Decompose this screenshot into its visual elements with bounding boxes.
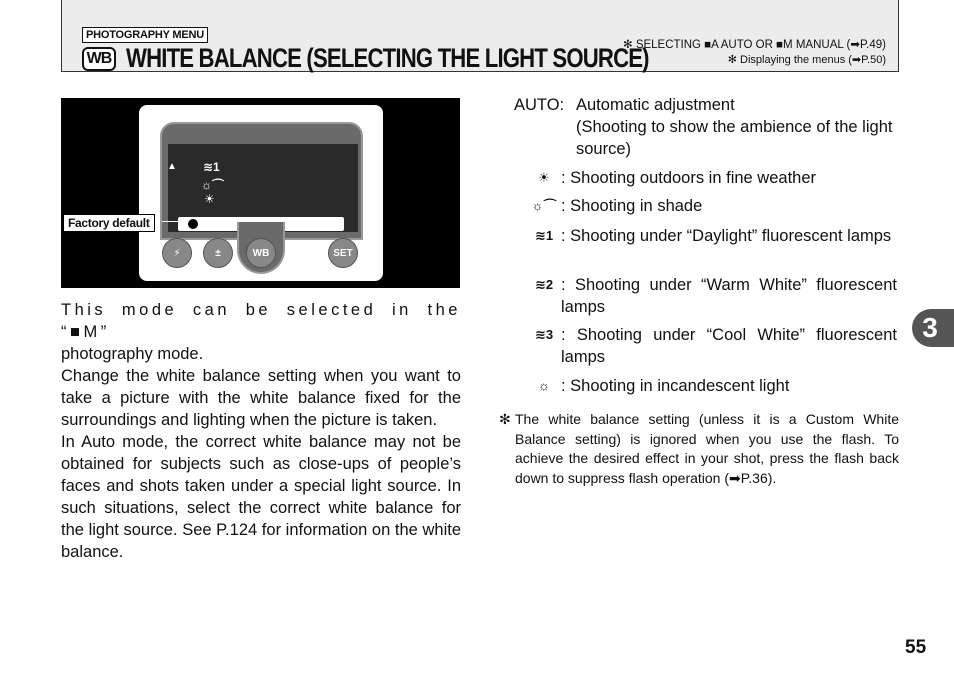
list-item: [527, 375, 897, 397]
left-body-text: [61, 299, 461, 563]
fluorescent-daylight-icon: ≋1: [534, 228, 554, 243]
paragraph-1a: This mode can be selected in the “■M”: [61, 301, 461, 341]
list-item-text: : Shooting in shade: [561, 197, 703, 215]
page-title: WHITE BALANCE (SELECTING THE LIGHT SOURCE): [126, 43, 649, 73]
page-header: [61, 0, 899, 72]
list-item-text: : Shooting under “Daylight” fluorescent lamps: [561, 227, 892, 245]
fluorescent-1-icon: ≋1: [203, 160, 220, 174]
list-item-text: : Shooting under “Warm White” fluorescent lamps: [561, 276, 897, 316]
auto-text: Automatic adjustment: [576, 96, 735, 114]
auto-row: [514, 94, 735, 116]
paragraph-2: Change the white balance setting when you want to take a picture with the white balance fixed for the surroundings and lighting when the picture is taken.: [61, 367, 461, 429]
incandescent-icon: ☼: [538, 378, 550, 393]
list-item: [527, 324, 897, 368]
lcd-illustration: [61, 98, 460, 288]
fluorescent-warm-white-icon: ≋2: [534, 277, 554, 292]
flash-note: [499, 410, 899, 488]
cross-reference-mode: ✻ SELECTING ■A AUTO OR ■M MANUAL (➡P.49): [622, 39, 886, 51]
auto-description: (Shooting to show the ambience of the light source): [576, 118, 893, 158]
auto-label: AUTO:: [514, 96, 565, 114]
set-button-icon: SET: [328, 238, 358, 268]
paragraph-3: In Auto mode, the correct white balance may not be obtained for subjects such as close-ups of people’s faces and shots taken under a special light source. In such situations, select the correct white balance for the light source. See P.124 for information on the white balance.: [61, 433, 461, 561]
list-item: [527, 225, 897, 247]
note-star-icon: ✻: [499, 411, 511, 427]
list-item-text: : Shooting outdoors in fine weather: [561, 169, 817, 187]
exposure-button-icon: ±: [203, 238, 233, 268]
list-item: [527, 274, 897, 318]
factory-default-label: Factory default: [63, 214, 155, 232]
list-item-text: : Shooting in incandescent light: [561, 377, 790, 395]
list-item: [527, 195, 897, 217]
callout-line: [162, 221, 178, 222]
fluorescent-cool-white-icon: ≋3: [534, 327, 554, 342]
shade-icon: ☼⌒: [201, 178, 224, 192]
wb-icon: WB: [82, 47, 116, 71]
fine-weather-icon: ☀: [538, 170, 550, 185]
note-text: The white balance setting (unless it is a Custom White Balance setting) is ignored when you use the flash. To achieve the desired effect in your shot, press the flash back down to suppress flash operation (➡P.36).: [515, 411, 899, 486]
cross-reference-menus: ✻ Displaying the menus (➡P.50): [727, 54, 886, 66]
list-item: [527, 167, 897, 189]
section-tag: PHOTOGRAPHY MENU: [82, 27, 208, 43]
page-number: 55: [905, 637, 927, 658]
sun-icon: ☀: [204, 192, 215, 206]
up-arrow-icon: ▲: [167, 161, 177, 172]
list-item-text: : Shooting under “Cool White” fluorescent lamps: [561, 326, 897, 366]
shade-icon: ☼⌒: [531, 198, 557, 213]
chapter-tab: 3: [912, 309, 954, 347]
paragraph-1b: photography mode.: [61, 345, 204, 363]
flash-button-icon: ⚡: [162, 238, 192, 268]
wb-button-icon: WB: [246, 238, 276, 268]
auto-dot-icon: [188, 219, 198, 229]
